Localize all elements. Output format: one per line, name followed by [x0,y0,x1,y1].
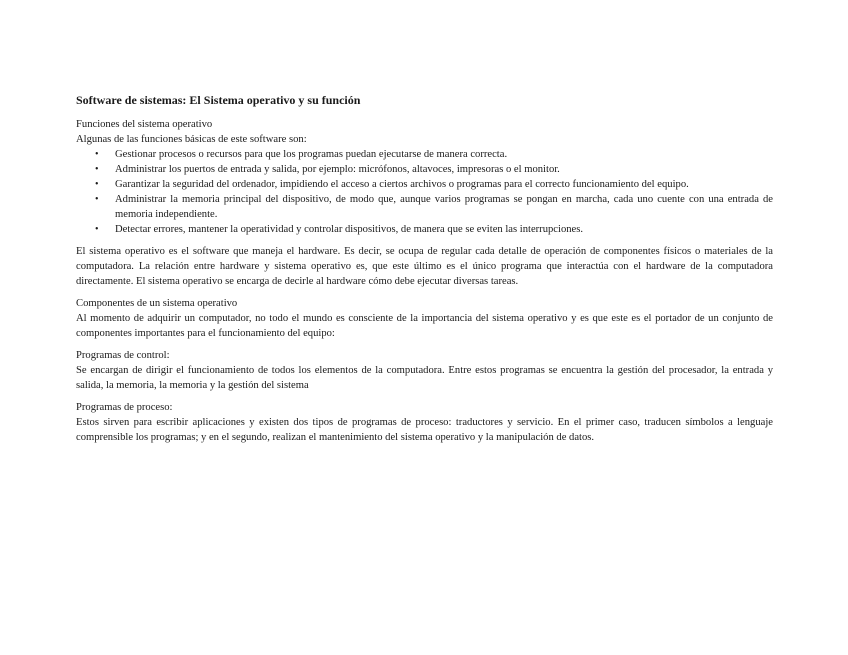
list-item-text: Detectar errores, mantener la operatividad y controlar dispositivos, de manera que se eviten las interrupciones. [115,224,584,235]
list-item [76,177,773,192]
process-programs-heading: Programas de proceso: [76,402,173,413]
components-body: Al momento de adquirir un computador, no todo el mundo es consciente de la importancia del sistema operativo y es que este es el portador de un conjunto de componentes importantes para el funcionamiento del equipo: [76,313,773,339]
components-section [76,296,773,341]
bullet-icon: • [95,224,99,235]
document-title: Software de sistemas: El Sistema operativo y su función [76,93,361,107]
control-programs-heading: Programas de control: [76,350,170,361]
hardware-paragraph [76,244,773,289]
list-item-text: Administrar la memoria principal del dispositivo, de modo que, aunque varios programas se pongan en marcha, cada uno cuente con una entrada de memoria independiente. [115,194,773,220]
functions-section [76,117,773,147]
process-programs-body: Estos sirven para escribir aplicaciones y existen dos tipos de programas de proceso: traductores y servicio. En el primer caso, traducen símbolos a lenguaje comprensible los programas; y en el segundo, realizan el mantenimiento del sistema operativo y la manipulación de datos. [76,417,773,443]
control-programs-section [76,348,773,393]
hardware-paragraph-text: El sistema operativo es el software que maneja el hardware. Es decir, se ocupa de regular cada detalle de operación de componentes físicos o materiales de la computadora. La relación entre hardware y sistema operativo es, que este último es el único programa que interactúa con el hardware de la computadora directamente. El sistema operativo se encarga de decirle al hardware cómo debe ejecutar diversas tareas. [76,246,773,287]
document-page [76,92,773,452]
components-heading: Componentes de un sistema operativo [76,298,238,309]
process-programs-section [76,400,773,445]
bullet-icon: • [95,149,99,160]
functions-list [76,147,773,237]
bullet-icon: • [95,164,99,175]
list-item-text: Gestionar procesos o recursos para que los programas puedan ejecutarse de manera correcta. [115,149,508,160]
list-item [76,162,773,177]
list-item [76,192,773,222]
list-item [76,147,773,162]
bullet-icon: • [95,179,99,190]
control-programs-body: Se encargan de dirigir el funcionamiento de todos los elementos de la computadora. Entre estos programas se encuentra la gestión del procesador, la entrada y salida, la memoria, la memoria y la gestión del sistema [76,365,773,391]
list-item-text: Garantizar la seguridad del ordenador, impidiendo el acceso a ciertos archivos o programas para el correcto funcionamiento del equipo. [115,179,689,190]
functions-heading: Funciones del sistema operativo [76,119,213,130]
list-item [76,222,773,237]
functions-intro: Algunas de las funciones básicas de este software son: [76,134,307,145]
bullet-icon: • [95,194,99,205]
list-item-text: Administrar los puertos de entrada y salida, por ejemplo: micrófonos, altavoces, impresoras o el monitor. [115,164,560,175]
